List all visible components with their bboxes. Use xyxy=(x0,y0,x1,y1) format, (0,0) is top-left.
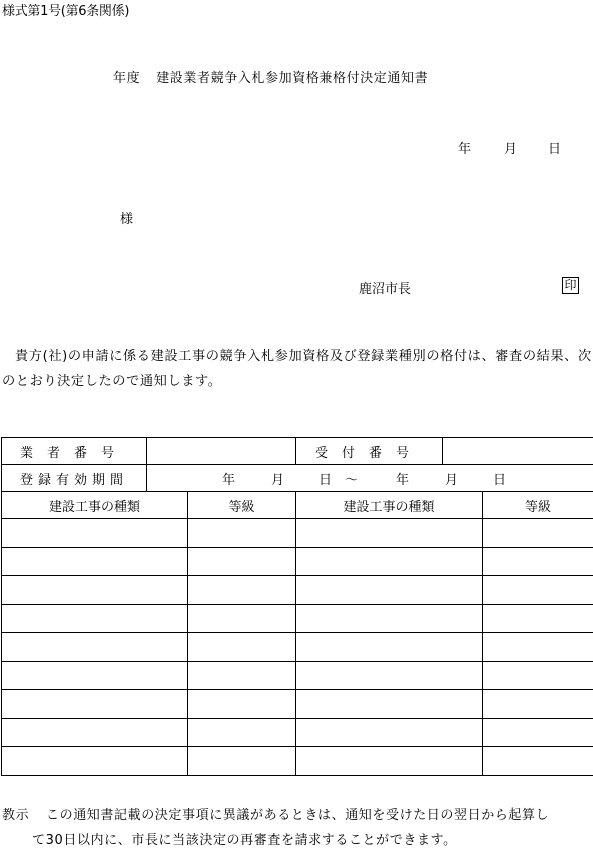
receipt-number-value[interactable] xyxy=(443,438,593,465)
table-row xyxy=(2,576,593,605)
construction-type-cell[interactable] xyxy=(2,718,188,747)
column-header-grade: 等級 xyxy=(483,492,593,519)
grade-cell[interactable] xyxy=(483,633,593,662)
business-number-value[interactable] xyxy=(147,438,296,465)
grade-rows xyxy=(2,519,593,776)
body-text: 貴方(社)の申請に係る建設工事の競争入札参加資格及び登録業種別の格付は、審査の結果、次のとおり決定したので通知します。 xyxy=(2,344,593,394)
instruction-note xyxy=(2,803,593,853)
grade-cell[interactable] xyxy=(188,633,296,662)
table-row xyxy=(2,718,593,747)
construction-type-cell[interactable] xyxy=(296,661,483,690)
period-year2: 年 xyxy=(396,469,445,488)
business-number-label: 業者番号 xyxy=(2,438,147,465)
grade-cell[interactable] xyxy=(483,604,593,633)
note-line2: て30日以内に、市長に当該決定の再審査を請求することができます。 xyxy=(2,828,593,853)
grade-cell[interactable] xyxy=(483,661,593,690)
table-row xyxy=(2,661,593,690)
construction-type-cell[interactable] xyxy=(2,747,188,776)
table-column-headers xyxy=(2,492,593,519)
column-header-construction-type: 建設工事の種類 xyxy=(296,492,483,519)
table-row-business-number xyxy=(2,438,593,465)
period-month2: 月 xyxy=(445,469,493,488)
table-row-validity-period xyxy=(2,465,593,492)
title-text: 建設業者競争入札参加資格兼格付決定通知書 xyxy=(156,71,428,86)
column-header-construction-type: 建設工事の種類 xyxy=(2,492,188,519)
construction-type-cell[interactable] xyxy=(296,604,483,633)
issue-date xyxy=(458,138,561,157)
construction-type-cell[interactable] xyxy=(296,519,483,548)
date-month: 月 xyxy=(504,138,548,157)
grade-cell[interactable] xyxy=(483,519,593,548)
grade-cell[interactable] xyxy=(483,718,593,747)
table-row xyxy=(2,633,593,662)
period-tilde: ～ xyxy=(345,469,396,488)
period-day1: 日 xyxy=(319,469,345,488)
title-year-label: 年度 xyxy=(113,71,140,86)
table-row xyxy=(2,604,593,633)
grade-cell[interactable] xyxy=(188,547,296,576)
construction-type-cell[interactable] xyxy=(2,576,188,605)
period-day2: 日 xyxy=(493,469,506,488)
grade-cell[interactable] xyxy=(188,576,296,605)
addressee: 様 xyxy=(120,208,133,227)
grade-cell[interactable] xyxy=(188,718,296,747)
construction-type-cell[interactable] xyxy=(296,718,483,747)
issuer: 鹿沼市長 xyxy=(359,278,411,297)
table-row xyxy=(2,690,593,719)
period-month1: 月 xyxy=(271,469,319,488)
construction-type-cell[interactable] xyxy=(2,690,188,719)
grade-cell[interactable] xyxy=(188,747,296,776)
grade-cell[interactable] xyxy=(188,690,296,719)
column-header-grade: 等級 xyxy=(188,492,296,519)
construction-type-cell[interactable] xyxy=(2,661,188,690)
note-label: 教示 xyxy=(2,803,46,828)
table-row xyxy=(2,747,593,776)
construction-type-cell[interactable] xyxy=(2,604,188,633)
construction-type-cell[interactable] xyxy=(2,519,188,548)
grade-table xyxy=(1,437,593,776)
construction-type-cell[interactable] xyxy=(296,576,483,605)
construction-type-cell[interactable] xyxy=(2,547,188,576)
date-day: 日 xyxy=(548,138,561,157)
date-year: 年 xyxy=(458,138,504,157)
table-row xyxy=(2,519,593,548)
construction-type-cell[interactable] xyxy=(296,547,483,576)
grade-cell[interactable] xyxy=(188,604,296,633)
seal-mark: 印 xyxy=(562,277,579,294)
document-title xyxy=(113,67,428,86)
grade-cell[interactable] xyxy=(188,661,296,690)
note-line1: この通知書記載の決定事項に異議があるときは、通知を受けた日の翌日から起算し xyxy=(46,808,549,823)
grade-cell[interactable] xyxy=(483,547,593,576)
grade-cell[interactable] xyxy=(188,519,296,548)
grade-cell[interactable] xyxy=(483,576,593,605)
grade-cell[interactable] xyxy=(483,747,593,776)
construction-type-cell[interactable] xyxy=(2,633,188,662)
receipt-number-label: 受付番号 xyxy=(296,438,443,465)
form-number: 様式第1号(第6条関係) xyxy=(2,0,129,19)
grade-cell[interactable] xyxy=(483,690,593,719)
validity-period-label: 登録有効期間 xyxy=(2,465,147,492)
validity-period-value[interactable] xyxy=(147,465,593,492)
construction-type-cell[interactable] xyxy=(296,690,483,719)
construction-type-cell[interactable] xyxy=(296,747,483,776)
construction-type-cell[interactable] xyxy=(296,633,483,662)
table-row xyxy=(2,547,593,576)
period-year1: 年 xyxy=(222,469,271,488)
